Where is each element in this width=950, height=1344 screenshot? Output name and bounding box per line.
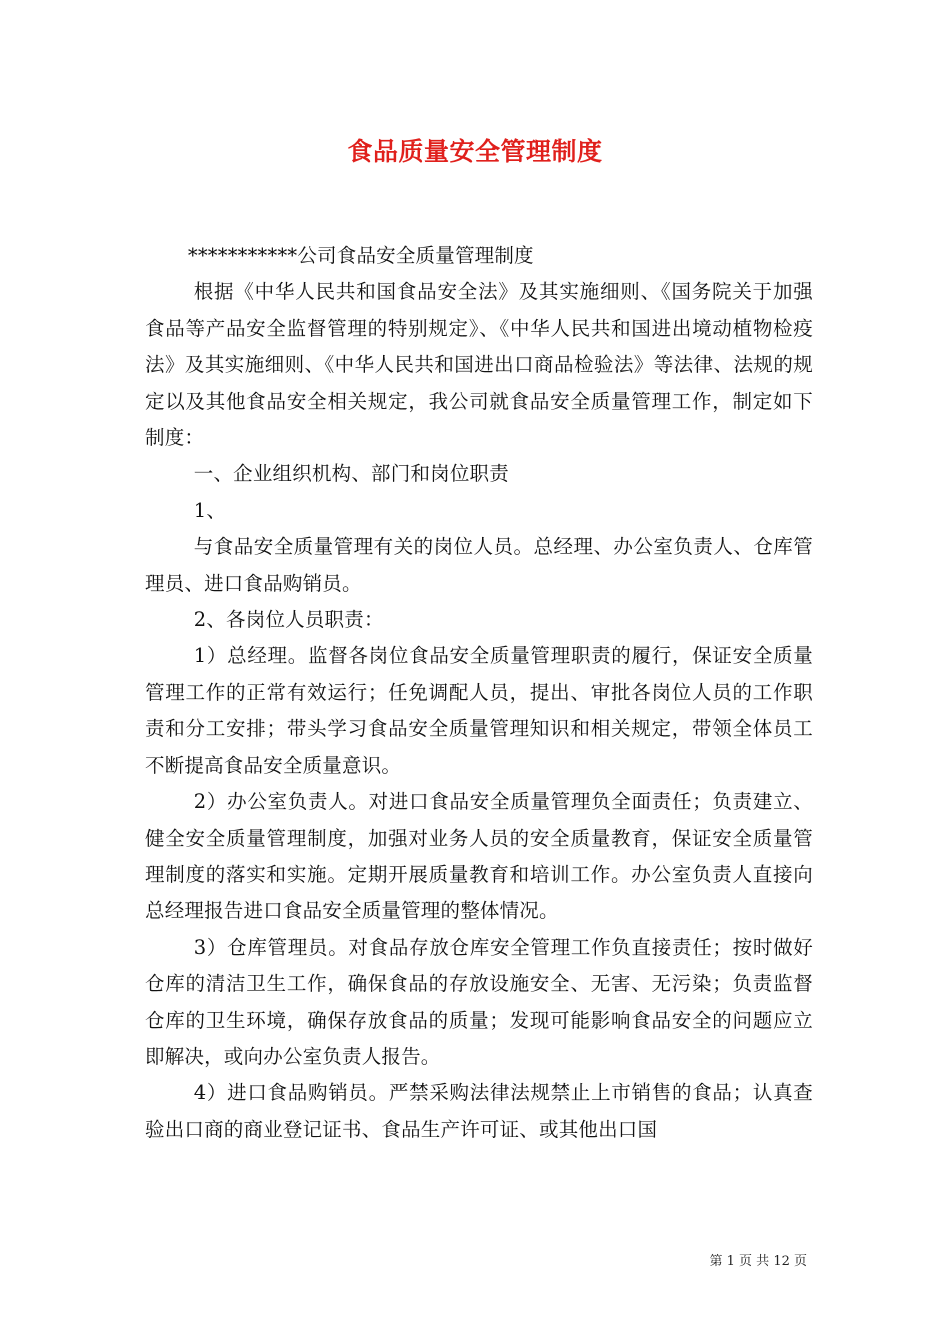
section-heading: 一、企业组织机构、部门和岗位职责 <box>193 462 509 486</box>
positions-paragraph: 与食品安全质量管理有关的岗位人员。总经理、办公室负责人、仓库管理员、进口食品购销员。 <box>145 535 813 595</box>
item-number: 1、 <box>193 498 227 522</box>
duty-office-head: 2）办公室负责人。对进口食品安全质量管理负全面责任；负责建立、健全安全质量管理制度，加强对业务人员的安全质量教育，保证安全质量管理制度的落实和实施。定期开展质量教育和培训工作。办公室负责人直接向总经理报告进口食品安全质量管理的整体情况。 <box>145 790 813 923</box>
duty-general-manager: 1）总经理。监督各岗位食品安全质量管理职责的履行，保证安全质量管理工作的正常有效运行；任免调配人员，提出、审批各岗位人员的工作职责和分工安排；带头学习食品安全质量管理知识和相关规定，带领全体员工不断提高食品安全质量意识。 <box>145 644 813 777</box>
company-heading: ***********公司食品安全质量管理制度 <box>187 244 534 267</box>
page-number: 第 1 页 共 12 页 <box>709 1254 807 1269</box>
document-body <box>145 238 813 1148</box>
intro-paragraph: 根据《中华人民共和国食品安全法》及其实施细则、《国务院关于加强食品等产品安全监督管理的特别规定》、《中华人民共和国进出境动植物检疫法》及其实施细则、《中华人民共和国进出口商品检验法》等法律、法规的规定以及其他食品安全相关规定，我公司就食品安全质量管理工作，制定如下制度： <box>145 280 813 450</box>
duty-warehouse-keeper: 3）仓库管理员。对食品存放仓库安全管理工作负直接责任；按时做好仓库的清洁卫生工作，确保食品的存放设施安全、无害、无污染；负责监督仓库的卫生环境，确保存放食品的质量；发现可能影响食品安全的问题应立即解决，或向办公室负责人报告。 <box>145 935 813 1068</box>
duties-heading: 2、各岗位人员职责： <box>193 608 384 632</box>
duty-import-purchaser: 4）进口食品购销员。严禁采购法律法规禁止上市销售的食品；认真查验出口商的商业登记证书、食品生产许可证、或其他出口国 <box>145 1081 813 1141</box>
document-title: 食品质量安全管理制度 <box>347 137 603 166</box>
